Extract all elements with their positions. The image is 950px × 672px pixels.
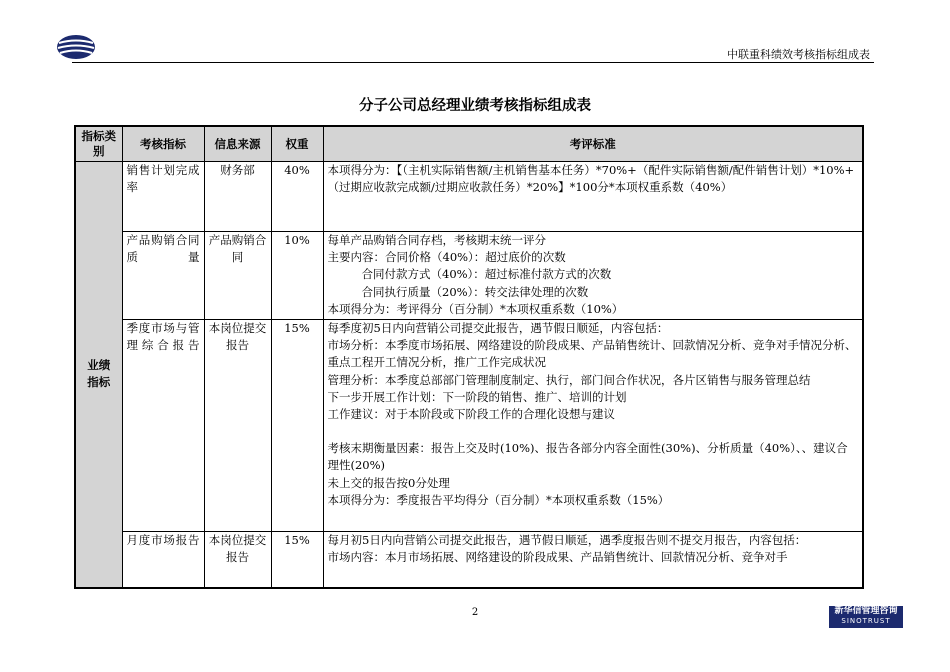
weight-cell: 15% <box>271 532 323 588</box>
criteria-line: 未上交的报告按0分处理 <box>327 475 450 490</box>
criteria-line: 管理分析：本季度总部部门管理制度制定、执行，部门间合作状况，各片区销售与服务管理总结 <box>327 372 811 387</box>
source-cell: 本岗位提交报告 <box>204 320 271 532</box>
spacer <box>328 423 859 440</box>
criteria-line: 下一步开展工作计划：下一阶段的销售、推广、培训的计划 <box>327 389 627 404</box>
criteria-line: 每单产品购销合同存档，考核期末统一评分 <box>327 233 546 247</box>
column-header: 考评标准 <box>323 126 863 162</box>
table-row <box>75 162 863 232</box>
category-label: 业绩指标 <box>87 358 111 390</box>
source-cell: 财务部 <box>204 162 271 232</box>
table-row <box>75 232 863 320</box>
table-header-row <box>75 126 863 162</box>
column-header: 权重 <box>271 126 323 162</box>
criteria-cell <box>323 320 863 532</box>
criteria-line: 工作建议：对于本阶段或下阶段工作的合理化设想与建议 <box>327 407 615 422</box>
criteria-cell <box>323 532 863 588</box>
stamp-chinese-text: 新华信管理咨询 <box>834 606 898 616</box>
header-divider <box>72 62 874 63</box>
consultancy-stamp <box>829 606 903 628</box>
criteria-line: 每季度初5日内向营销公司提交此报告，遇节假日顺延，内容包括： <box>327 321 669 335</box>
indicator-cell: 销售计划完成率 <box>122 162 204 232</box>
indicator-cell: 月度市场报告 <box>122 532 204 588</box>
criteria-line: 每月初5日内向营销公司提交此报告，遇节假日顺延，遇季度报告则不提交月报告，内容包括： <box>327 533 807 547</box>
criteria-line: 主要内容：合同价格（40%）：超过底价的次数 <box>327 250 566 265</box>
page-number: 2 <box>471 607 479 618</box>
kpi-table <box>74 125 864 589</box>
indicator-cell: 产品购销合同质量 <box>122 232 204 320</box>
source-cell: 产品购销合同 <box>204 232 271 320</box>
criteria-line: 考核末期衡量因素：报告上交及时(10%)、报告各部分内容全面性(30%)、分析质量（40%）、、建议合理性(20%) <box>327 441 848 473</box>
column-header: 考核指标 <box>122 126 204 162</box>
category-cell <box>75 162 122 588</box>
weight-cell: 40% <box>271 162 323 232</box>
criteria-line: 合同执行质量（20%）：转交法律处理的次数 <box>361 284 589 299</box>
criteria-line: 市场内容：本月市场拓展、网络建设的阶段成果、产品销售统计、回款情况分析、竞争对手 <box>327 550 788 565</box>
criteria-line: 本项得分为：季度报告平均得分（百分制）*本项权重系数（15%） <box>327 492 670 507</box>
page-title: 分子公司总经理业绩考核指标组成表 <box>359 98 591 114</box>
weight-cell: 15% <box>271 320 323 532</box>
column-header: 指标类别 <box>75 126 122 162</box>
table-row <box>75 320 863 532</box>
weight-cell: 10% <box>271 232 323 320</box>
criteria-line: 市场分析：本季度市场拓展、网络建设的阶段成果、产品销售统计、回款情况分析、竞争对手情况分析、重点工程开工情况分析，推广工作完成状况 <box>327 338 857 370</box>
column-header: 信息来源 <box>204 126 271 162</box>
document-header-title: 中联重科绩效考核指标组成表 <box>727 48 870 61</box>
criteria-cell <box>323 232 863 320</box>
criteria-line: 合同付款方式（40%）：超过标准付款方式的次数 <box>361 267 612 282</box>
source-cell: 本岗位提交报告 <box>204 532 271 588</box>
stamp-english-text: SINOTRUST <box>841 617 891 625</box>
company-logo-icon <box>56 34 96 60</box>
table-row <box>75 532 863 588</box>
criteria-cell <box>323 162 863 232</box>
indicator-cell: 季度市场与管理综合报告 <box>122 320 204 532</box>
criteria-line: 本项得分为：考评得分（百分制）*本项权重系数（10%） <box>327 301 624 316</box>
criteria-line: 本项得分为：【（主机实际销售额/主机销售基本任务）*70%+（配件实际销售额/配件销售计划）*10%+（过期应收款完成额/过期应收款任务）*20%】*100分*本项权重系数（40%） <box>327 163 855 195</box>
